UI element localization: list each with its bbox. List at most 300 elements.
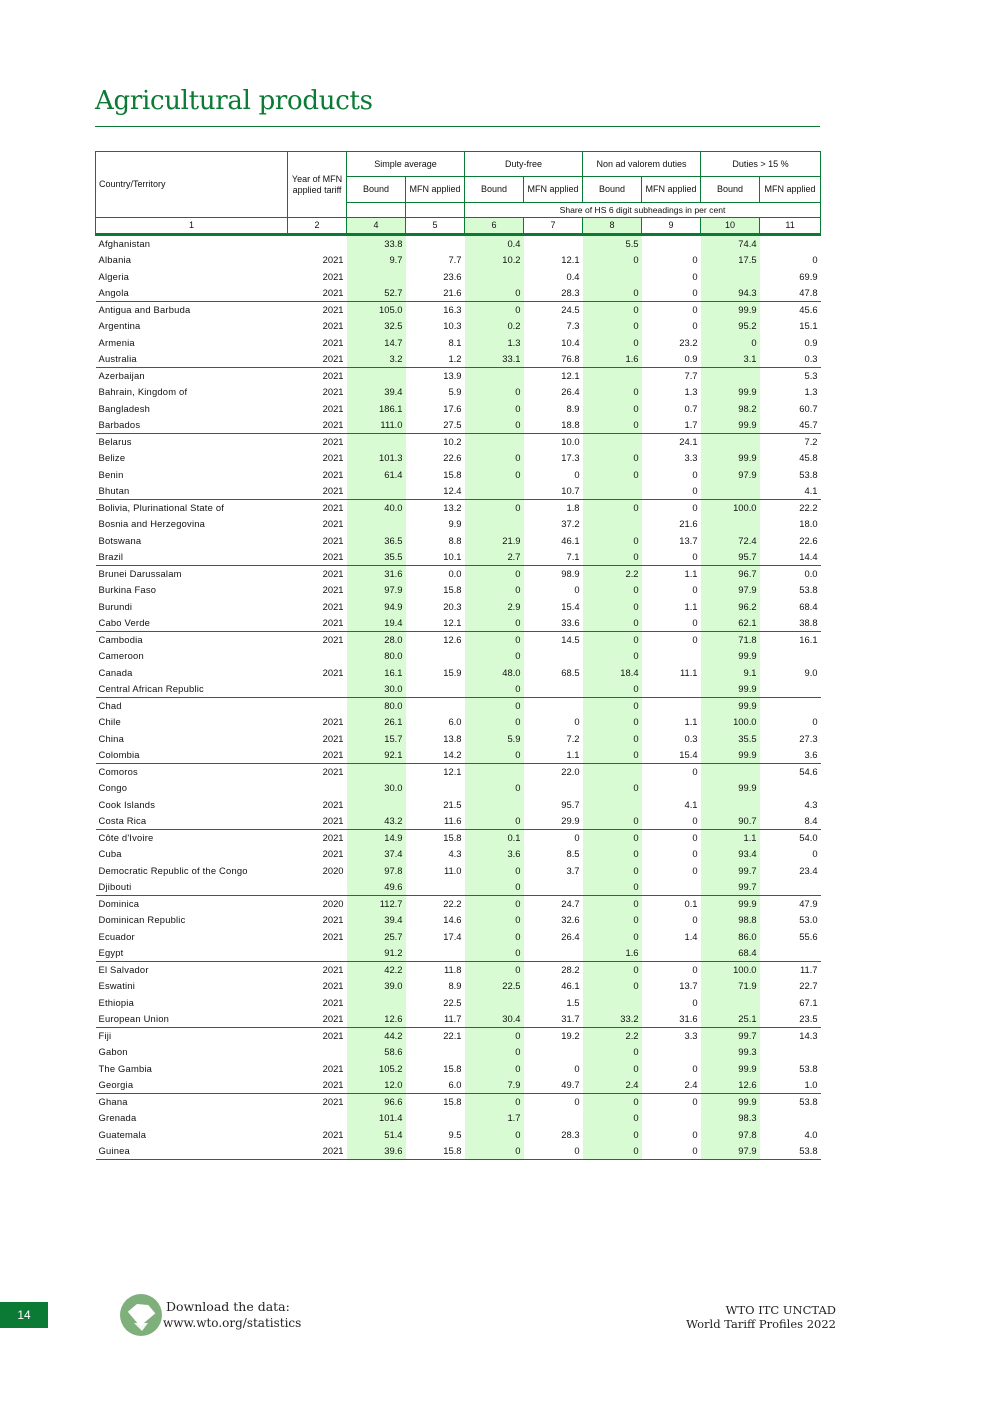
value-cell: 9.9 [448,518,462,530]
value-cell: 22.6 [443,452,462,464]
year-cell: 2021 [288,813,347,830]
value-cell: 98.2 [701,401,760,417]
value-cell: 10.1 [406,549,465,566]
value-cell: 0 [465,632,524,649]
value-cell: 0 [583,962,642,979]
country-name: Benin [98,468,124,480]
value-cell: 15.4 [642,747,701,764]
value-cell: 0.4 [566,270,580,282]
value-cell [583,764,642,781]
value-cell: 0 [465,1127,524,1143]
value-cell: 97.8 [347,863,406,879]
value-cell: 0 [692,914,698,926]
value-cell [583,269,642,285]
value-cell [524,945,583,962]
value-cell: 10.2 [465,252,524,268]
value-cell: 16.1 [799,634,818,645]
value-cell: 1.1 [701,830,760,847]
year-cell: 2021 [322,766,344,777]
country-name: Belize [98,452,126,464]
value-cell: 0 [574,1062,580,1074]
value-cell: 12.6 [443,634,462,645]
country-name: Cabo Verde [96,615,288,632]
table-row [96,1061,821,1077]
value-cell: 0 [583,599,642,615]
value-cell: 49.7 [524,1077,583,1094]
value-cell [465,797,524,813]
value-cell: 11.7 [406,1011,465,1028]
value-cell: 10.7 [524,483,583,500]
year-cell: 2021 [322,930,344,942]
year-cell: 2021 [322,534,344,546]
value-cell: 25.7 [347,929,406,945]
value-cell: 99.9 [701,417,760,434]
value-cell: 71.8 [701,632,760,649]
value-cell [583,368,642,385]
table-row [96,995,821,1011]
value-cell: 100.0 [701,500,760,517]
value-cell: 0 [583,582,642,598]
value-cell: 23.6 [443,270,462,282]
table-row [96,318,821,334]
value-cell: 0 [692,996,698,1008]
value-cell: 0 [812,848,818,860]
value-cell: 54.6 [799,766,818,777]
year-cell: 2021 [288,1143,347,1160]
value-cell: 15.8 [406,1143,465,1160]
value-cell: 1.6 [583,351,642,368]
year-cell: 2021 [322,452,344,464]
value-cell: 14.7 [347,335,406,351]
year-cell: 2021 [322,402,344,414]
download-icon[interactable] [119,1293,163,1337]
year-cell: 2021 [322,634,344,645]
country-name: Albania [98,254,132,266]
country-name: European Union [96,1011,288,1028]
value-cell: 1.7 [465,1110,524,1126]
value-cell [583,995,642,1011]
value-cell: 0 [692,634,698,645]
year-cell [288,945,347,962]
value-cell: 61.4 [347,467,406,483]
value-cell: 0 [701,335,760,351]
country-name: Algeria [98,270,130,282]
value-cell: 12.6 [347,1011,406,1028]
value-cell: 10.4 [561,336,580,348]
year-cell: 2021 [322,436,344,447]
value-cell: 98.9 [561,568,580,579]
year-cell [288,1110,347,1126]
year-cell [288,698,347,715]
value-cell: 14.9 [347,830,406,847]
value-cell: 0 [583,714,642,730]
value-cell: 3.3 [684,1030,698,1041]
value-cell: 8.5 [566,848,580,860]
value-cell [642,235,701,253]
value-cell: 11.0 [443,864,462,876]
value-cell: 1.1 [684,568,698,579]
value-cell: 69.9 [799,270,818,282]
value-cell: 26.1 [347,714,406,730]
table-row [96,1028,821,1045]
table-row [96,1044,821,1060]
value-cell: 0.3 [684,732,698,744]
value-cell: 45.7 [760,417,821,434]
value-cell: 93.4 [701,846,760,862]
value-cell: 15.8 [443,832,462,843]
table-row [96,269,821,285]
col-number: 2 [288,218,347,235]
value-cell: 17.6 [443,402,462,414]
country-name: Guinea [96,1143,288,1160]
year-cell: 2021 [288,483,347,500]
country-name: Dominica [98,898,140,909]
value-cell: 0 [574,584,580,596]
country-name: Cook Islands [98,798,156,810]
value-cell [524,235,583,253]
value-cell: 3.6 [465,846,524,862]
table-row [96,1110,821,1126]
value-cell [406,1044,465,1060]
table-row [96,764,821,781]
value-cell: 14.3 [799,1030,818,1041]
country-name: Comoros [98,766,138,777]
header-duty-free: Duty-free [465,152,583,177]
tariff-table [95,151,821,1160]
value-cell: 0 [465,714,524,730]
header-bound: Bound [465,177,524,203]
country-name: Cuba [98,848,122,860]
value-cell: 0 [524,1143,583,1160]
header-duties-15: Duties > 15 % [701,152,821,177]
value-cell: 0 [465,500,524,517]
value-cell [760,945,821,962]
value-cell: 0 [692,1062,698,1074]
value-cell [465,995,524,1011]
value-cell [465,516,524,532]
value-cell: 47.8 [760,285,821,302]
value-cell: 9.1 [701,665,760,681]
value-cell: 96.7 [701,566,760,583]
value-cell: 0 [583,780,642,796]
value-cell: 28.2 [561,964,580,975]
value-cell [760,698,821,715]
value-cell: 0 [583,830,642,847]
value-cell [406,648,465,664]
value-cell: 10.3 [443,320,462,332]
value-cell: 8.8 [448,534,462,546]
country-name: Central African Republic [96,681,288,698]
value-cell: 31.6 [347,566,406,583]
header-non-ad-valorem: Non ad valorem duties [583,152,701,177]
year-cell: 2021 [322,336,344,348]
header-blank [347,203,406,218]
value-cell: 19.4 [347,615,406,632]
value-cell: 9.0 [804,666,818,678]
value-cell: 21.9 [465,533,524,549]
table-row [96,929,821,945]
value-cell: 0.3 [760,351,821,368]
country-name: China [98,732,124,744]
value-cell: 13.7 [679,980,698,992]
value-cell: 0 [692,320,698,332]
value-cell [701,995,760,1011]
year-cell: 2021 [322,304,344,315]
value-cell: 3.3 [684,452,698,464]
year-cell: 2021 [288,549,347,566]
year-cell: 2021 [322,270,344,282]
value-cell: 0 [692,832,698,843]
year-cell: 2021 [288,417,347,434]
value-cell: 30.0 [347,780,406,796]
year-cell: 2021 [322,914,344,926]
value-cell: 13.9 [443,370,462,381]
value-cell: 0 [692,1096,698,1107]
value-cell: 48.0 [465,665,524,681]
value-cell [524,648,583,664]
table-row [96,846,821,862]
value-cell: 39.4 [347,912,406,928]
value-cell: 90.7 [701,813,760,830]
value-cell: 0.1 [684,898,698,909]
year-cell: 2021 [322,370,344,381]
table-row [96,434,821,451]
value-cell: 20.3 [443,600,462,612]
year-cell: 2020 [322,898,344,909]
value-cell: 0 [465,302,524,319]
value-cell: 1.1 [684,600,698,612]
table-row [96,912,821,928]
value-cell [701,269,760,285]
value-cell: 0 [465,450,524,466]
value-cell: 26.4 [561,386,580,398]
value-cell: 4.3 [804,798,818,810]
value-cell: 0.7 [684,402,698,414]
country-name: Côte d'Ivoire [98,832,154,843]
value-cell [701,797,760,813]
value-cell: 18.0 [799,518,818,530]
table-row [96,417,821,434]
value-cell [465,483,524,500]
table-row [96,945,821,962]
header-country: Country/Territory [96,152,288,218]
value-cell: 3.1 [701,351,760,368]
value-cell: 3.2 [347,351,406,368]
table-row [96,978,821,994]
table-row [96,252,821,268]
value-cell: 186.1 [347,401,406,417]
download-link[interactable]: www.wto.org/statistics [163,1316,302,1330]
value-cell: 0 [583,318,642,334]
value-cell: 80.0 [347,698,406,715]
table-row [96,1094,821,1111]
value-cell: 40.0 [347,500,406,517]
value-cell: 22.6 [799,534,818,546]
table-row [96,549,821,566]
country-name: Djibouti [96,879,288,896]
country-name: Chad [98,700,122,711]
value-cell [701,434,760,451]
value-cell: 8.4 [760,813,821,830]
value-cell: 0 [642,615,701,632]
value-cell: 37.2 [561,518,580,530]
table-row [96,368,821,385]
year-cell [288,235,347,253]
value-cell: 22.7 [799,980,818,992]
table-row [96,698,821,715]
value-cell: 1.2 [406,351,465,368]
value-cell: 11.6 [406,813,465,830]
value-cell [347,797,406,813]
table-header [96,152,821,235]
col-number: 4 [347,218,406,235]
value-cell [760,1110,821,1126]
value-cell: 7.7 [684,370,698,381]
year-cell: 2021 [288,285,347,302]
country-name: Grenada [98,1112,137,1124]
value-cell [760,1044,821,1060]
header-mfn-applied: MFN applied [406,177,465,203]
value-cell: 44.2 [347,1028,406,1045]
value-cell: 12.1 [443,766,462,777]
value-cell: 99.9 [701,384,760,400]
value-cell [583,797,642,813]
value-cell [583,434,642,451]
value-cell: 16.1 [347,665,406,681]
value-cell: 111.0 [347,417,406,434]
country-name: Azerbaijan [98,370,145,381]
value-cell: 0 [583,302,642,319]
table-row [96,830,821,847]
value-cell [642,681,701,698]
value-cell [701,764,760,781]
value-cell: 24.1 [679,436,698,447]
value-cell: 27.5 [406,417,465,434]
value-cell: 0 [583,285,642,302]
table-row [96,500,821,517]
table-row [96,962,821,979]
value-cell: 0 [465,945,524,962]
year-cell: 2021 [288,747,347,764]
header-bound: Bound [347,177,406,203]
value-cell: 2.2 [583,1028,642,1045]
value-cell [524,1110,583,1126]
value-cell: 100.0 [701,714,760,730]
value-cell: 97.9 [347,582,406,598]
country-name: Ghana [98,1096,128,1107]
table-row [96,467,821,483]
value-cell: 11.8 [443,964,462,975]
value-cell: 0 [583,533,642,549]
value-cell: 0.0 [804,568,818,579]
country-name: Afghanistan [98,238,151,249]
table-row [96,285,821,302]
value-cell: 18.8 [524,417,583,434]
value-cell: 0 [465,681,524,698]
country-name: Bhutan [96,483,288,500]
value-cell [347,995,406,1011]
year-cell: 2021 [322,1096,344,1107]
page-number: 14 [0,1302,48,1328]
value-cell: 7.1 [524,549,583,566]
country-name: Canada [98,666,133,678]
value-cell: 0 [583,879,642,896]
table-row [96,879,821,896]
value-cell: 99.9 [701,648,760,664]
value-cell: 0.1 [465,830,524,847]
value-cell: 49.6 [347,879,406,896]
country-name: Australia [96,351,288,368]
year-cell: 2021 [322,600,344,612]
value-cell: 33.8 [347,235,406,253]
col-number: 6 [465,218,524,235]
value-cell: 0 [465,615,524,632]
value-cell: 1.4 [684,930,698,942]
value-cell: 0 [583,467,642,483]
value-cell: 10.0 [561,436,580,447]
value-cell: 0 [583,896,642,913]
value-cell: 0 [465,384,524,400]
value-cell: 8.1 [448,336,462,348]
col-number: 10 [701,218,760,235]
value-cell: 0 [642,549,701,566]
value-cell: 46.1 [561,980,580,992]
value-cell [347,764,406,781]
value-cell: 13.2 [443,502,462,513]
header-blank [406,203,465,218]
value-cell: 0 [583,1143,642,1160]
header-mfn-applied: MFN applied [524,177,583,203]
table-row [96,351,821,368]
col-number: 7 [524,218,583,235]
value-cell: 12.6 [701,1077,760,1094]
year-cell: 2021 [322,518,344,530]
year-cell: 2021 [322,1030,344,1041]
title-divider [95,126,820,127]
value-cell [347,269,406,285]
value-cell: 99.9 [701,1094,760,1111]
value-cell: 99.3 [701,1044,760,1060]
col-number: 9 [642,218,701,235]
value-cell: 1.3 [684,386,698,398]
value-cell: 52.7 [347,285,406,302]
value-cell: 15.7 [347,731,406,747]
country-name: Democratic Republic of the Congo [98,864,248,876]
value-cell: 0 [583,846,642,862]
value-cell: 0 [583,1110,642,1126]
value-cell: 76.8 [524,351,583,368]
value-cell: 24.7 [561,898,580,909]
value-cell: 23.4 [799,864,818,876]
year-cell [288,681,347,698]
value-cell: 99.9 [701,450,760,466]
value-cell [465,434,524,451]
value-cell [347,368,406,385]
value-cell: 0 [583,252,642,268]
header-mfn-applied: MFN applied [642,177,701,203]
value-cell: 31.6 [642,1011,701,1028]
value-cell: 0 [465,747,524,764]
value-cell: 53.0 [799,914,818,926]
value-cell: 0 [583,912,642,928]
table-row [96,582,821,598]
value-cell: 9.5 [448,1128,462,1140]
value-cell: 37.4 [347,846,406,862]
value-cell: 12.1 [561,370,580,381]
table-row [96,797,821,813]
value-cell: 0 [465,780,524,796]
table-row [96,1143,821,1160]
